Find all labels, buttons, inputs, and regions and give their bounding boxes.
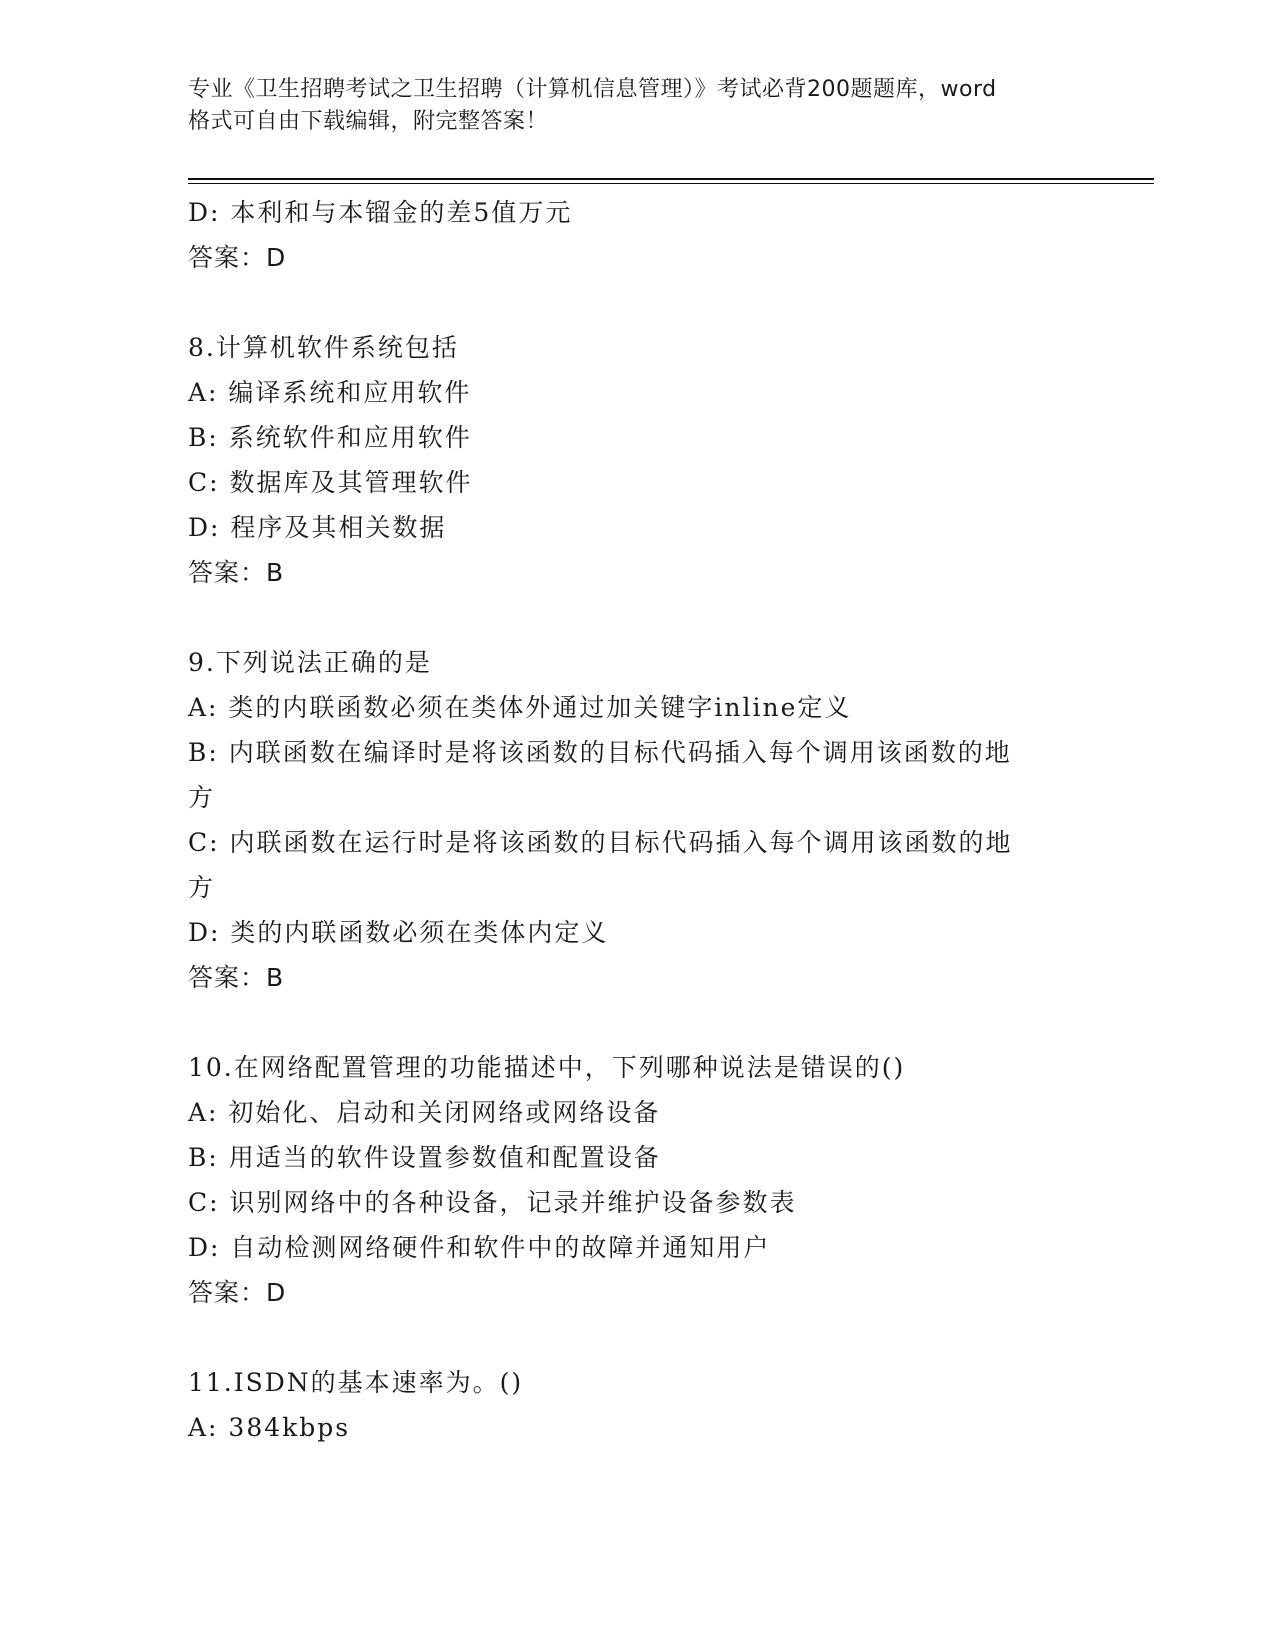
option-b: B: 用适当的软件设置参数值和配置设备	[188, 1143, 661, 1172]
question-10	[188, 1045, 1088, 1315]
spacer	[188, 1315, 1088, 1360]
option-c: C: 识别网络中的各种设备，记录并维护设备参数表	[188, 1188, 797, 1217]
question-list	[188, 190, 1088, 1450]
option-b: B: 系统软件和应用软件	[188, 423, 472, 452]
option-a: A: 类的内联函数必须在类体外通过加关键字inline定义	[188, 693, 852, 722]
option-d: D: 程序及其相关数据	[188, 513, 447, 542]
header-rule-thick	[188, 178, 1154, 180]
option-b-line-1: B: 内联函数在编译时是将该函数的目标代码插入每个调用该函数的地	[188, 738, 1012, 767]
option-a: A: 编译系统和应用软件	[188, 378, 472, 407]
question-text: 8.计算机软件系统包括	[188, 333, 459, 362]
spacer	[188, 280, 1088, 325]
option-a: A: 初始化、启动和关闭网络或网络设备	[188, 1098, 661, 1127]
option-c-line-2: 方	[188, 873, 216, 902]
answer: 答案：D	[188, 243, 287, 272]
answer: 答案：D	[188, 1278, 287, 1307]
header-rule-thin	[188, 183, 1154, 184]
option-d: D: 本利和与本镏金的差5值万元	[188, 198, 573, 227]
question-8	[188, 325, 1088, 595]
option-c-line-1: C: 内联函数在运行时是将该函数的目标代码插入每个调用该函数的地	[188, 828, 1013, 857]
header-line-2: 格式可自由下载编辑，附完整答案！	[188, 109, 549, 134]
question-9	[188, 640, 1088, 1000]
answer: 答案：B	[188, 558, 285, 587]
question-11	[188, 1360, 1088, 1450]
question-text: 10.在网络配置管理的功能描述中，下列哪种说法是错误的()	[188, 1053, 906, 1082]
question-text: 11.ISDN的基本速率为。()	[188, 1368, 524, 1397]
option-b-line-2: 方	[188, 783, 216, 812]
option-d: D: 自动检测网络硬件和软件中的故障并通知用户	[188, 1233, 771, 1262]
answer: 答案：B	[188, 963, 285, 992]
header-line-1: 专业《卫生招聘考试之卫生招聘（计算机信息管理）》考试必背200题题库，word	[188, 77, 997, 102]
document-header	[188, 74, 1088, 138]
question-7	[188, 190, 1088, 280]
option-d: D: 类的内联函数必须在类体内定义	[188, 918, 609, 947]
option-a: A: 384kbps	[188, 1413, 351, 1442]
spacer	[188, 595, 1088, 640]
spacer	[188, 1000, 1088, 1045]
question-text: 9.下列说法正确的是	[188, 648, 432, 677]
option-c: C: 数据库及其管理软件	[188, 468, 473, 497]
